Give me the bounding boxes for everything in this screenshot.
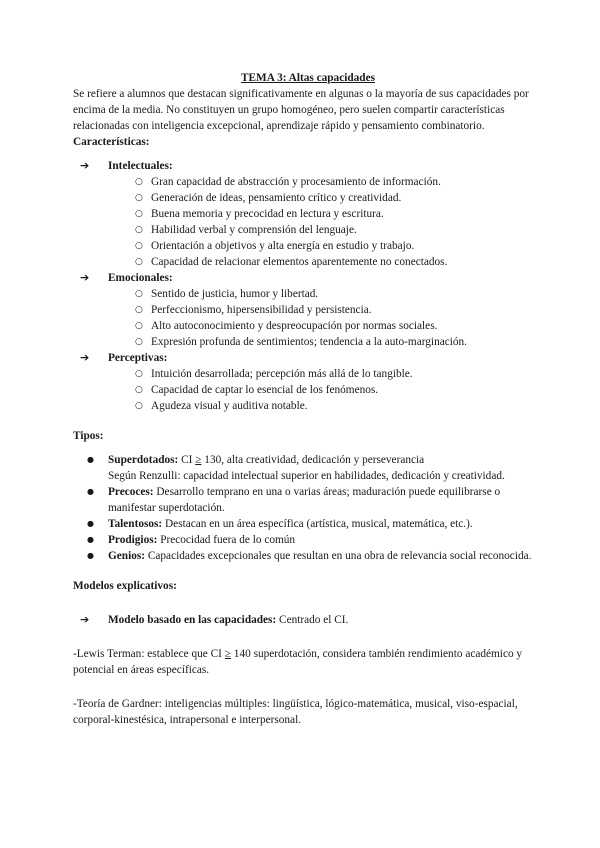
- list-item: ○ Alto autoconocimiento y despreocupación por normas sociales.: [135, 318, 543, 334]
- terman-text: -Lewis Terman: establece que CI: [73, 648, 225, 660]
- tipo-text: Precocidad fuera de lo común: [157, 534, 296, 546]
- arrow-right-icon: ➔: [80, 613, 90, 626]
- tipos-list: [73, 452, 543, 564]
- list-item: [87, 548, 543, 564]
- list-item: ○ Gran capacidad de abstracción y procesamiento de información.: [135, 174, 543, 190]
- list-item: ○ Sentido de justicia, humor y libertad.: [135, 286, 543, 302]
- tipo-text: Destacan en un área específica (artística, musical, matemática, etc.).: [162, 518, 473, 530]
- caracteristica-group: [80, 158, 543, 270]
- group-label: Emocionales:: [108, 272, 173, 284]
- list-item: ○ Habilidad verbal y comprensión del lenguaje.: [135, 222, 543, 238]
- list-item: [87, 532, 543, 548]
- list-item: ○ Expresión profunda de sentimientos; tendencia a la auto-marginación.: [135, 334, 543, 350]
- list-item: ○ Intuición desarrollada; percepción más allá de lo tangible.: [135, 366, 543, 382]
- list-item: ○ Buena memoria y precocidad en lectura y escritura.: [135, 206, 543, 222]
- terman-text: 140 superdotación, considera también rendimiento académico y potencial en áreas específicas.: [73, 648, 523, 676]
- modelos-heading: Modelos explicativos:: [73, 580, 177, 592]
- group-label: Perceptivas:: [108, 352, 168, 364]
- arrow-right-icon: ➔: [80, 159, 90, 172]
- tipo-label: Superdotados:: [108, 454, 179, 466]
- page-title: TEMA 3: Altas capacidades: [240, 72, 375, 84]
- tipo-text: Capacidades excepcionales que resultan en una obra de relevancia social reconocida.: [145, 550, 532, 562]
- list-item: [87, 452, 543, 484]
- tipo-label: Genios:: [108, 550, 146, 562]
- caracteristicas-heading: Características:: [73, 136, 150, 148]
- intro-paragraph: Se refiere a alumnos que destacan significativamente en algunas o la mayoría de sus capacidades por encima de la media. No constituyen un grupo homogéneo, pero suelen compartir características relacionadas con inteligencia excepcional, aprendizaje rápido y pensamiento combinatorio.: [73, 88, 529, 132]
- terman-paragraph: [73, 646, 543, 678]
- list-item: ○ Generación de ideas, pensamiento crítico y creatividad.: [135, 190, 543, 206]
- tipo-text: 130, alta creatividad, dedicación y perseverancia: [201, 454, 425, 466]
- caracteristicas-groups: [73, 158, 543, 414]
- tipo-text: Desarrollo temprano en una o varias áreas; maduración puede equilibrarse o manifestar superdotación.: [108, 486, 501, 514]
- arrow-right-icon: ➔: [80, 271, 90, 284]
- caracteristica-group: [80, 270, 543, 350]
- group-label: Intelectuales:: [108, 160, 173, 172]
- document-body: [73, 70, 543, 728]
- modelo-capacidades: [80, 612, 543, 628]
- list-item: [87, 516, 543, 532]
- caracteristica-list: [80, 174, 543, 270]
- caracteristica-group: [80, 350, 543, 414]
- arrow-right-icon: ➔: [80, 351, 90, 364]
- tipo-text: CI: [178, 454, 196, 466]
- tipo-extra: Según Renzulli: capacidad intelectual superior en habilidades, dedicación y creatividad.: [108, 470, 505, 482]
- modelo-text: Centrado el CI.: [276, 614, 349, 626]
- list-item: ○ Agudeza visual y auditiva notable.: [135, 398, 543, 414]
- list-item: ○ Capacidad de captar lo esencial de los fenómenos.: [135, 382, 543, 398]
- gardner-paragraph: -Teoría de Gardner: inteligencias múltiples: lingüística, lógico-matemática, musical, viso-espacial, corporal-kinestésica, intrapersonal e interpersonal.: [73, 698, 518, 726]
- geq-symbol: ≥: [224, 648, 231, 660]
- geq-symbol: ≥: [195, 454, 202, 466]
- tipo-label: Talentosos:: [108, 518, 163, 530]
- tipos-heading: Tipos:: [73, 430, 104, 442]
- modelo-label: Modelo basado en las capacidades:: [108, 614, 277, 626]
- list-item: ○ Capacidad de relacionar elementos aparentemente no conectados.: [135, 254, 543, 270]
- tipo-label: Precoces:: [108, 486, 154, 498]
- list-item: [87, 484, 543, 516]
- list-item: ○ Orientación a objetivos y alta energía en estudio y trabajo.: [135, 238, 543, 254]
- caracteristica-list: [80, 286, 543, 350]
- caracteristica-list: [80, 366, 543, 414]
- list-item: ○ Perfeccionismo, hipersensibilidad y persistencia.: [135, 302, 543, 318]
- tipo-label: Prodigios:: [108, 534, 158, 546]
